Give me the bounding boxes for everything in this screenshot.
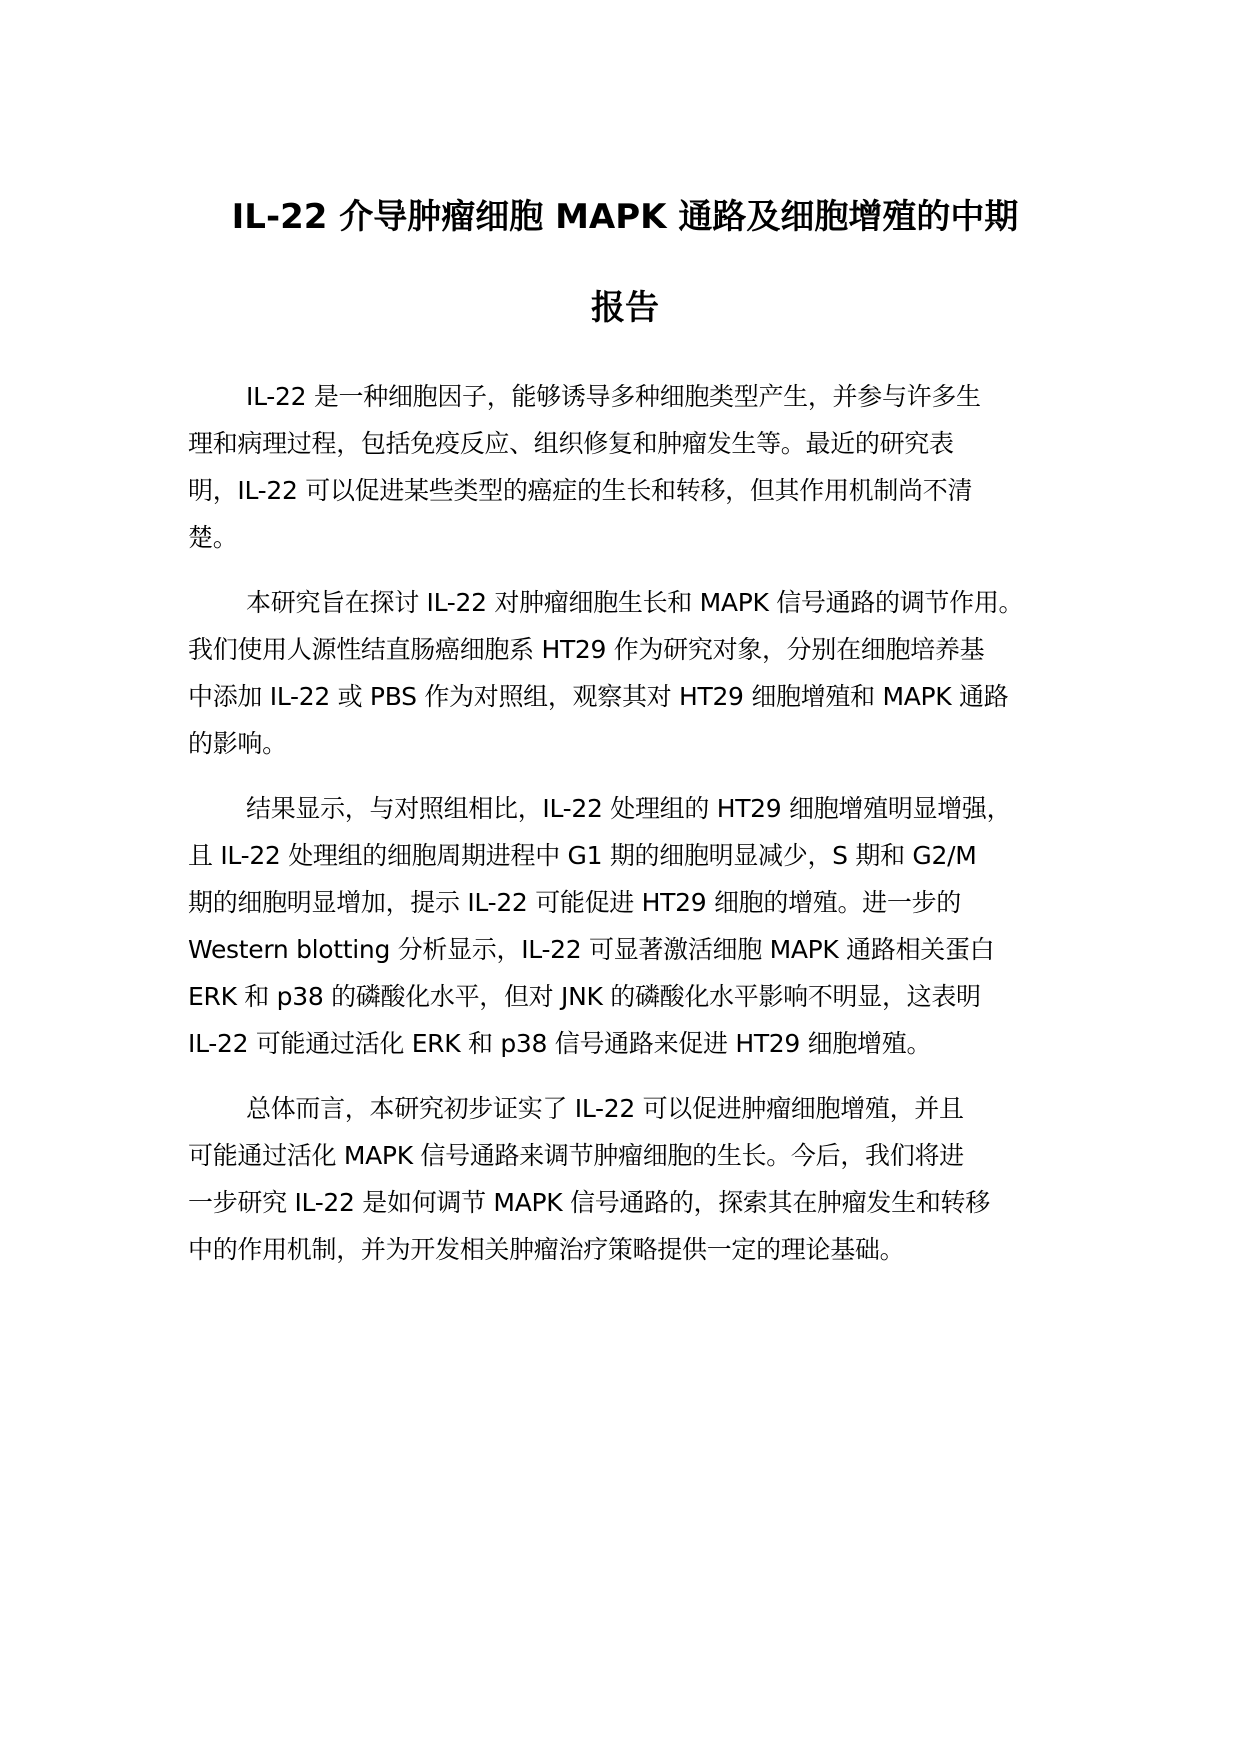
paragraph-line: 中添加 IL-22 或 PBS 作为对照组，观察其对 HT29 细胞增殖和 MAPK 通路 (188, 682, 1009, 711)
paragraph-line: 的影响。 (188, 729, 287, 758)
title-line-1: IL-22 介导肿瘤细胞 MAPK 通路及细胞增殖的中期 (231, 197, 1019, 237)
paragraph-3 (188, 785, 1088, 1067)
document-body (188, 373, 1088, 1291)
paragraph-2 (188, 579, 1088, 767)
paragraph-line: 且 IL-22 处理组的细胞周期进程中 G1 期的细胞明显减少，S 期和 G2/M (188, 841, 977, 870)
paragraph-line: 总体而言，本研究初步证实了 IL-22 可以促进肿瘤细胞增殖，并且 (246, 1094, 964, 1123)
paragraph-line: 一步研究 IL-22 是如何调节 MAPK 信号通路的，探索其在肿瘤发生和转移 (188, 1188, 990, 1217)
paragraph-line: IL-22 可能通过活化 ERK 和 p38 信号通路来促进 HT29 细胞增殖。 (188, 1029, 932, 1058)
paragraph-line: 期的细胞明显增加，提示 IL-22 可能促进 HT29 细胞的增殖。进一步的 (188, 888, 961, 917)
paragraph-line: 理和病理过程，包括免疫反应、组织修复和肿瘤发生等。最近的研究表 (188, 429, 954, 458)
paragraph-line: 中的作用机制，并为开发相关肿瘤治疗策略提供一定的理论基础。 (188, 1235, 905, 1264)
paragraph-line: 楚。 (188, 523, 238, 552)
paragraph-line: IL-22 是一种细胞因子，能够诱导多种细胞类型产生，并参与许多生 (246, 382, 981, 411)
paragraph-line: 可能通过活化 MAPK 信号通路来调节肿瘤细胞的生长。今后，我们将进 (188, 1141, 964, 1170)
paragraph-line: 明，IL-22 可以促进某些类型的癌症的生长和转移，但其作用机制尚不清 (188, 476, 973, 505)
document-title (185, 172, 1065, 354)
paragraph-line: 我们使用人源性结直肠癌细胞系 HT29 作为研究对象，分别在细胞培养基 (188, 635, 985, 664)
paragraph-1 (188, 373, 1088, 561)
paragraph-4 (188, 1085, 1088, 1273)
paragraph-line: 结果显示，与对照组相比，IL-22 处理组的 HT29 细胞增殖明显增强， (246, 794, 1012, 823)
title-line-2: 报告 (591, 288, 659, 328)
paragraph-line: 本研究旨在探讨 IL-22 对肿瘤细胞生长和 MAPK 信号通路的调节作用。 (246, 588, 1024, 617)
paragraph-line: ERK 和 p38 的磷酸化水平，但对 JNK 的磷酸化水平影响不明显，这表明 (188, 982, 981, 1011)
paragraph-line: Western blotting 分析显示，IL-22 可显著激活细胞 MAPK 通路相关蛋白 (188, 935, 995, 964)
